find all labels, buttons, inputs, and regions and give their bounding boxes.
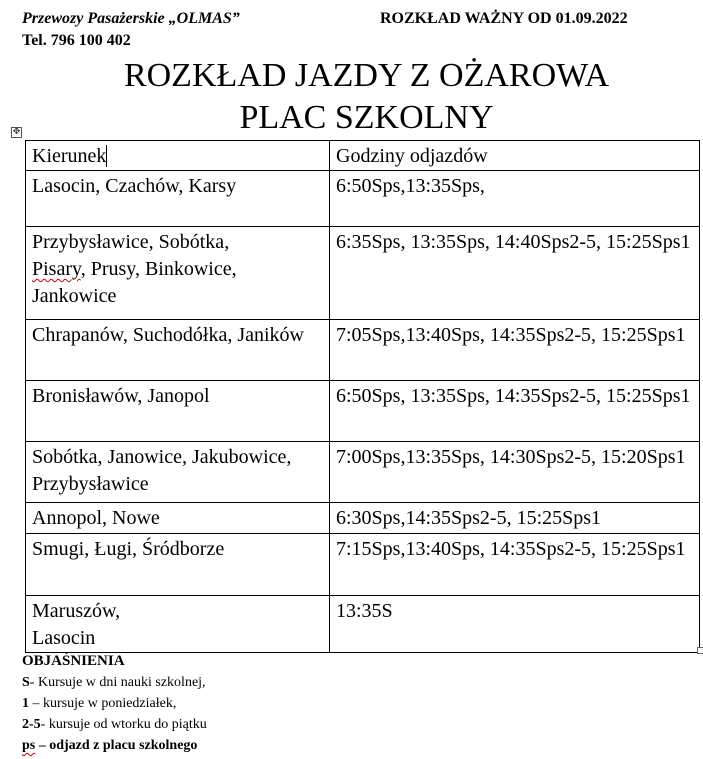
direction-cell [26,227,330,320]
direction-text: Sobótka, Janowice, Jakubowice, Przybysławice [32,446,292,495]
times-cell: 6:30Sps,14:35Sps2-5, 15:25Sps1 [330,503,700,534]
direction-text: Chrapanów, Suchodółka, Janików [32,324,304,346]
table-row [26,320,700,381]
table-row [26,503,700,534]
schedule-table [25,140,700,653]
table-row [26,596,700,653]
times-cell: 6:50Sps, 13:35Sps, 14:35Sps2-5, 15:25Sps1 [330,381,700,442]
table-resize-handle[interactable] [697,647,703,654]
legend-key: ps [22,738,36,753]
direction-text: Przybysławice, Sobótka, [32,231,230,253]
direction-cell [26,534,330,596]
direction-text: Bronisławów, Janopol [32,385,210,407]
table-row [26,534,700,596]
page-title-line-1: ROZKŁAD JAZDY Z OŻAROWA [123,57,610,94]
times-cell: 7:00Sps,13:35Sps, 14:30Sps2-5, 15:20Sps1 [330,442,700,503]
legend-line [22,693,207,714]
page-title-line-2: PLAC SZKOLNY [239,99,494,136]
times-cell: 13:35S [330,596,700,653]
direction-cell [26,596,330,653]
legend-lines [22,672,207,756]
direction-text: Smugi, Ługi, Śródborze [32,538,225,560]
table-row [26,227,700,320]
table-row [26,171,700,227]
direction-text: Annopol, Nowe [32,507,160,529]
table-row [26,381,700,442]
direction-text: Lasocin, Czachów, Karsy [32,175,237,197]
direction-text: Maruszów, [32,600,121,622]
times-cell: 6:50Sps,13:35Sps, [330,171,700,227]
legend-key: S [22,675,30,690]
legend-line [22,672,207,693]
times-cell: 7:15Sps,13:40Sps, 14:35Sps2-5, 15:25Sps1 [330,534,700,596]
direction-text-misspelled: Pisary [32,258,81,280]
legend-line [22,735,207,756]
direction-cell [26,503,330,534]
valid-from-date: ROZKŁAD WAŻNY OD 01.09.2022 [380,10,628,27]
header-times: Godziny odjazdów [330,141,700,171]
table-row [26,442,700,503]
legend-key: 1 [22,696,29,711]
table-header-row [26,141,700,171]
direction-cell [26,381,330,442]
company-name: Przewozy Pasażerskie „OLMAS” [22,10,240,27]
legend-text: – kursuje w poniedziałek, [29,696,177,711]
direction-cell [26,320,330,381]
direction-text: , Prusy, Binkowice, Jankowice [32,258,237,307]
phone-number: Tel. 796 100 402 [22,32,131,49]
direction-text: Lasocin [32,627,96,649]
table-move-handle-icon[interactable]: ✥ [12,127,21,137]
legend-title: OBJAŚNIENIA [22,653,125,669]
legend-text: – odjazd z placu szkolnego [35,738,198,753]
direction-cell [26,442,330,503]
legend-key: 2-5 [22,717,41,732]
header-direction-label: Kierunek [32,145,107,167]
legend-text: - Kursuje w dni nauki szkolnej, [29,675,206,690]
legend-line [22,714,207,735]
times-cell: 6:35Sps, 13:35Sps, 14:40Sps2-5, 15:25Sps1 [330,227,700,320]
table-body [26,171,700,653]
header-direction [26,141,330,171]
legend-text: - kursuje od wtorku do piątku [40,717,207,732]
times-cell: 7:05Sps,13:40Sps, 14:35Sps2-5, 15:25Sps1 [330,320,700,381]
legend [22,651,207,756]
direction-cell [26,171,330,227]
